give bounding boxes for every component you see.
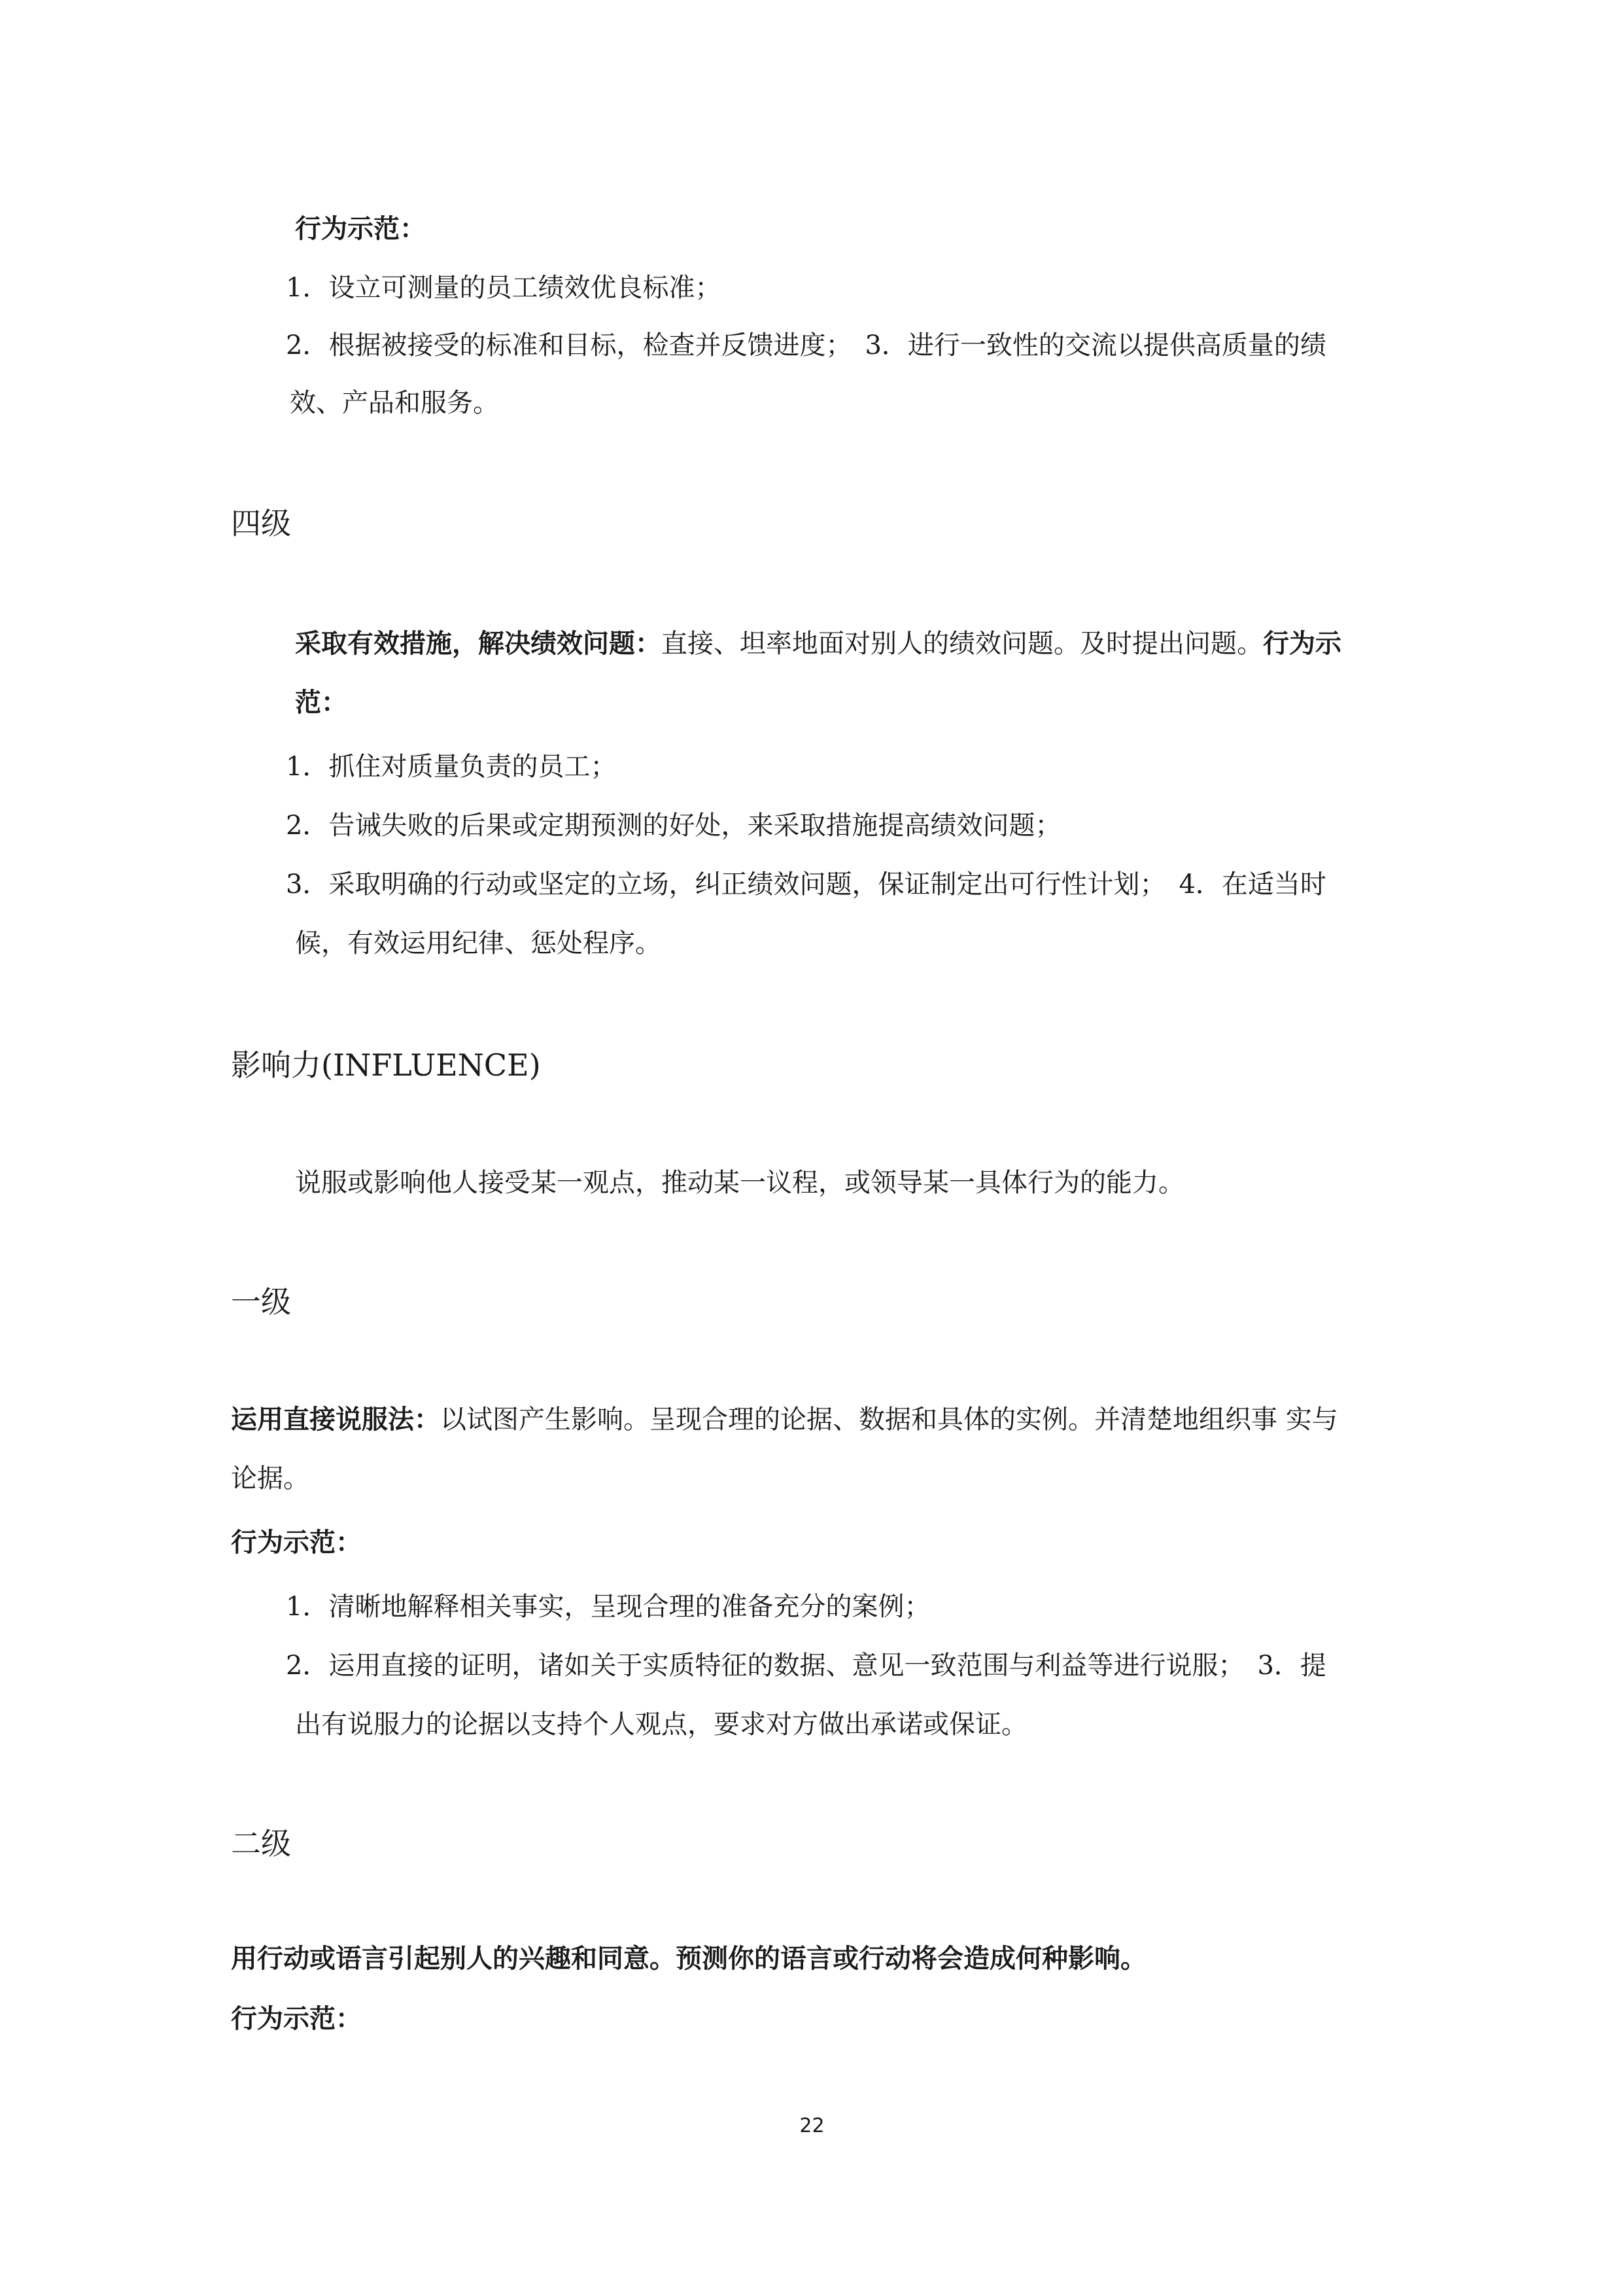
- level4-title: 采取有效措施，解决绩效问题：: [295, 628, 661, 659]
- influence-definition: 说服或影响他人接受某一观点，推动某一议程，或领导某一具体行为的能力。: [295, 1168, 1184, 1198]
- behavior-demo-label: 行为示: [1263, 628, 1341, 659]
- list-item: 2．运用直接的证明，诸如关于实质特征的数据、意见一致范围与利益等进行说服； 3．提: [286, 1651, 1326, 1681]
- list-item-continuation: 出有说服力的论据以支持个人观点，要求对方做出承诺或保证。: [295, 1709, 1028, 1740]
- level4-desc: 直接、坦率地面对别人的绩效问题。及时提出问题。: [661, 629, 1263, 659]
- level1-paragraph: [231, 1401, 1338, 1438]
- list-item: 2．根据被接受的标准和目标，检查并反馈进度； 3．进行一致性的交流以提供高质量的绩: [286, 330, 1326, 360]
- behavior-demo-label: 行为示范：: [231, 2003, 362, 2034]
- section-heading-level4: 四级: [231, 506, 291, 541]
- list-item: 1．设立可测量的员工绩效优良标准；: [286, 273, 721, 303]
- list-item: 2．告诫失败的后果或定期预测的好处，来采取措施提高绩效问题；: [286, 811, 1062, 841]
- behavior-demo-label-cont: 范：: [295, 687, 347, 718]
- list-item: 1．抓住对质量负责的员工；: [286, 752, 617, 782]
- page-number: 22: [799, 2114, 825, 2137]
- list-item-continuation: 候，有效运用纪律、惩处程序。: [295, 928, 661, 958]
- section-heading-level1: 一级: [231, 1284, 291, 1320]
- behavior-demo-label: 行为示范：: [231, 1527, 362, 1558]
- list-item: 3．采取明确的行动或坚定的立场，纠正绩效问题，保证制定出可行性计划； 4．在适当时: [286, 869, 1326, 900]
- level4-paragraph: [295, 625, 1341, 662]
- level1-desc: 以试图产生影响。呈现合理的论据、数据和具体的实例。并清楚地组织事 实与: [440, 1405, 1338, 1435]
- behavior-demo-label: 行为示范：: [295, 213, 426, 244]
- list-item-continuation: 效、产品和服务。: [290, 388, 499, 418]
- level1-title: 运用直接说服法：: [231, 1404, 440, 1435]
- section-heading-level2: 二级: [231, 1826, 291, 1861]
- level2-title: 用行动或语言引起别人的兴趣和同意。预测你的语言或行动将会造成何种影响。: [231, 1943, 1147, 1974]
- level1-paragraph-cont: 论据。: [231, 1463, 309, 1494]
- section-heading-influence: 影响力(INFLUENCE): [231, 1047, 541, 1083]
- list-item: 1．清晰地解释相关事实，呈现合理的准备充分的案例；: [286, 1592, 931, 1622]
